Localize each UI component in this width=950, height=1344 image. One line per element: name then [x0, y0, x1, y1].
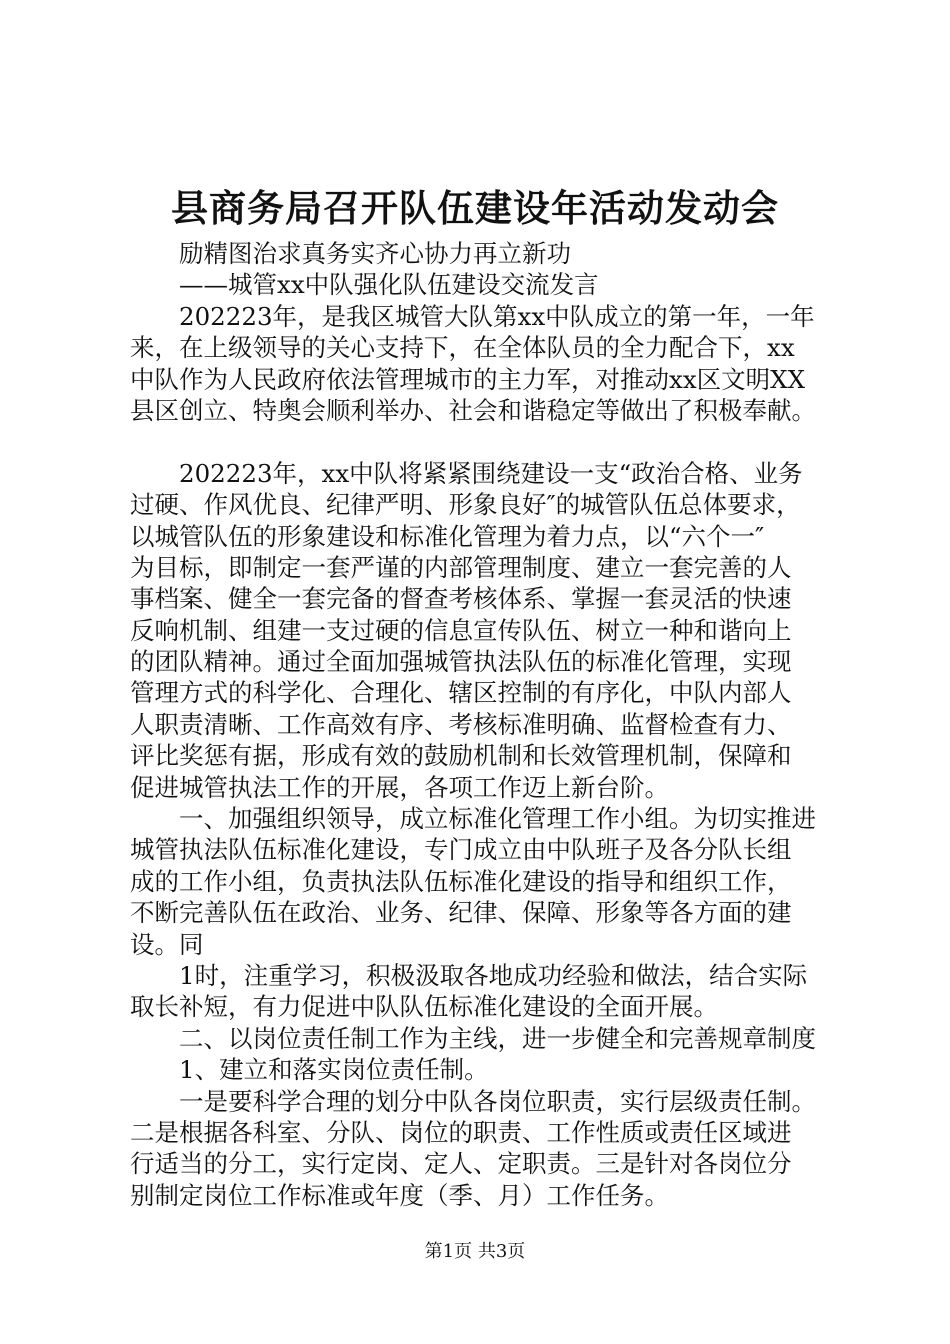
paragraph-line: 别制定岗位工作标准或年度（季、月）工作任务。: [130, 1180, 669, 1210]
paragraph-line: 不断完善队伍在政治、业务、纪律、保障、形象等各方面的建: [130, 898, 792, 928]
paragraph-line: 成的工作小组，负责执法队伍标准化建设的指导和组织工作，: [130, 866, 792, 896]
section-heading-line: 一、加强组织领导，成立标准化管理工作小组。为切实推进: [179, 804, 816, 834]
paragraph-line: 管理方式的科学化、合理化、辖区控制的有序化，中队内部人: [130, 678, 792, 708]
document-title: 县商务局召开队伍建设年活动发动会: [171, 186, 779, 230]
paragraph-line: 为目标，即制定一套严谨的内部管理制度、建立一套完善的人: [130, 552, 792, 582]
paragraph-line: 设。同: [130, 929, 204, 959]
paragraph-line: 202223年，xx中队将紧紧围绕建设一支“政治合格、业务: [179, 458, 803, 488]
subsection-heading-line: 1、建立和落实岗位责任制。: [179, 1055, 489, 1085]
paragraph-line: 评比奖惩有据，形成有效的鼓励机制和长效管理机制，保障和: [130, 741, 792, 771]
page-number-footer: 第1页 共3页: [424, 1241, 526, 1262]
paragraph-line: 一是要科学合理的划分中队各岗位职责，实行层级责任制。: [179, 1086, 816, 1116]
paragraph-line: 1时，注重学习，积极汲取各地成功经验和做法，结合实际: [179, 960, 808, 990]
paragraph-gap: [130, 426, 850, 457]
paragraph-line: 过硬、作风优良、纪律严明、形象良好″的城管队伍总体要求，: [130, 490, 801, 520]
subtitle-line: 励精图治求真务实齐心协力再立新功: [179, 239, 571, 268]
section-heading-line: 二、以岗位责任制工作为主线，进一步健全和完善规章制度: [179, 1023, 816, 1053]
paragraph-line: 反响机制、组建一支过硬的信息宣传队伍、树立一种和谐向上: [130, 615, 792, 645]
paragraph-line: 以城管队伍的形象建设和标准化管理为着力点，以“六个一″: [130, 521, 765, 551]
paragraph-line: 来，在上级领导的关心支持下，在全体队员的全力配合下，xx: [130, 333, 795, 363]
paragraph-line: 的团队精神。通过全面加强城管执法队伍的标准化管理，实现: [130, 647, 792, 677]
paragraph-line: 城管执法队伍标准化建设，专门成立由中队班子及各分队长组: [130, 835, 792, 865]
paragraph-line: 人职责清晰、工作高效有序、考核标准明确、监督检查有力、: [130, 709, 792, 739]
paragraph-line: 中队作为人民政府依法管理城市的主力军，对推动xx区文明XX: [130, 364, 806, 394]
paragraph-line: 促进城管执法工作的开展，各项工作迈上新台阶。: [130, 772, 669, 802]
paragraph-line: 二是根据各科室、分队、岗位的职责、工作性质或责任区域进: [130, 1117, 792, 1147]
paragraph-line: 取长补短，有力促进中队队伍标准化建设的全面开展。: [130, 992, 718, 1022]
paragraph-line: 县区创立、特奥会顺利举办、社会和谐稳定等做出了积极奉献。: [130, 395, 816, 425]
subtitle-line: ——城管xx中队强化队伍建设交流发言: [179, 270, 599, 300]
document-body: [130, 238, 850, 1211]
paragraph-line: 202223年，是我区城管大队第xx中队成立的第一年，一年: [179, 301, 815, 331]
paragraph-line: 行适当的分工，实行定岗、定人、定职责。三是针对各岗位分: [130, 1149, 792, 1179]
paragraph-line: 事档案、健全一套完备的督查考核体系、掌握一套灵活的快速: [130, 584, 792, 614]
